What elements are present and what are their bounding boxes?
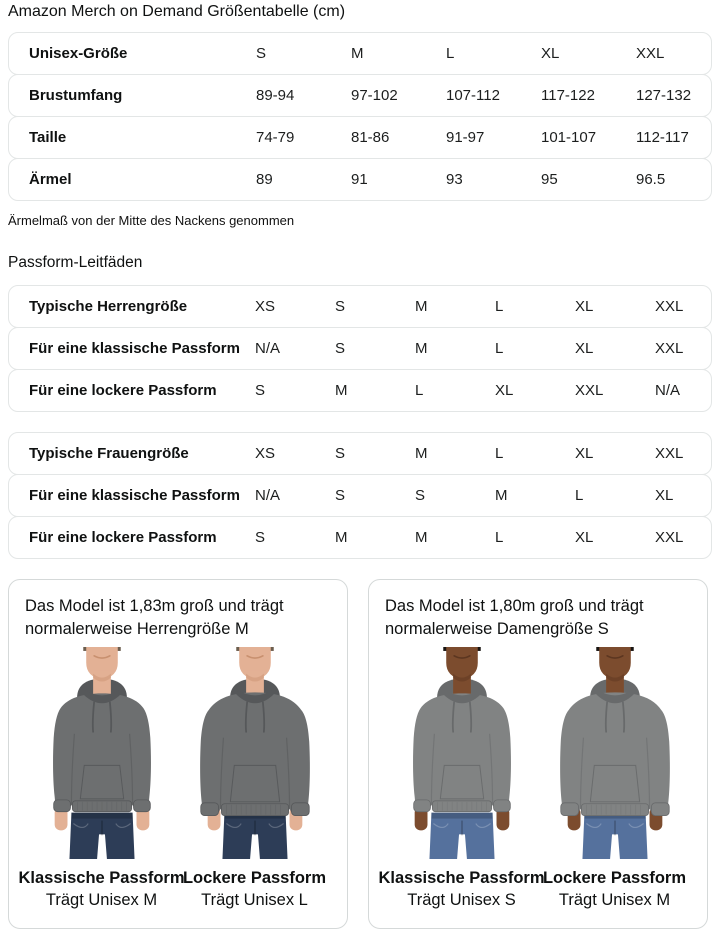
size-cell: L [495,445,504,462]
female-loose-fit-column [538,647,691,910]
measure-cell: 127-132 [636,87,692,104]
male-loose-fit-photo [180,647,330,859]
female-figures [378,647,691,910]
mens-fit-table [8,285,712,412]
table-row [8,516,712,559]
unisex-size-table [8,32,712,201]
fit-caption: Klassische Passform [378,869,545,888]
size-cell: S [255,382,266,399]
size-cell: XL [541,45,560,62]
row-label: Brustumfang [29,87,123,104]
fit-caption: Lockere Passform [542,869,687,888]
size-cell: S [335,445,346,462]
size-cell: XL [575,529,594,546]
male-classic-fit-photo [27,647,177,859]
size-cell: XXL [655,529,684,546]
sleeve-measure-note: Ärmelmaß von der Mitte des Nackens genommen [8,213,295,228]
page-title: Amazon Merch on Demand Größentabelle (cm) [8,3,346,20]
table-row [8,432,712,475]
table-row [8,158,712,201]
fit-guides-title: Passform-Leitfäden [8,254,143,271]
table-row [8,327,712,370]
size-cell: M [495,487,508,504]
size-cell: L [575,487,584,504]
size-caption: Trägt Unisex M [558,891,671,910]
measure-cell: 95 [541,171,558,188]
table-row [8,74,712,117]
measure-cell: 96.5 [636,171,666,188]
row-label: Typische Herrengröße [29,298,188,315]
female-model-card [368,579,708,929]
measure-cell: 112-117 [636,129,689,146]
measure-cell: 91-97 [446,129,485,146]
measure-cell: 117-122 [541,87,595,104]
male-model-card [8,579,348,929]
measure-cell: 74-79 [256,129,295,146]
size-cell: XXL [575,382,604,399]
measure-cell: 89-94 [256,87,295,104]
size-cell: L [415,382,424,399]
table-row [8,369,712,412]
row-label: Für eine lockere Passform [29,382,217,399]
womens-fit-table [8,432,712,559]
size-cell: XXL [636,45,665,62]
row-label: Unisex-Größe [29,45,128,62]
size-cell: M [335,529,348,546]
measure-cell: 107-112 [446,87,500,104]
size-cell: L [495,298,504,315]
row-label: Für eine klassische Passform [29,487,240,504]
size-cell: XS [255,445,276,462]
model-cards [8,579,712,929]
female-loose-fit-photo [540,647,690,859]
female-model-heading: Das Model ist 1,80m groß und trägt normalerweise Damengröße S [385,597,644,639]
female-classic-fit-photo [387,647,537,859]
table-row [8,285,712,328]
male-model-heading: Das Model ist 1,83m groß und trägt normalerweise Herrengröße M [25,597,284,639]
size-caption: Trägt Unisex M [45,891,158,910]
size-cell: XL [655,487,674,504]
table-row [8,474,712,517]
size-cell: XXL [655,340,684,357]
measure-cell: 89 [256,171,273,188]
male-loose-fit-column [178,647,331,910]
size-cell: M [415,340,428,357]
size-cell: N/A [255,487,281,504]
measure-cell: 81-86 [351,129,390,146]
size-cell: M [415,445,428,462]
size-cell: S [335,298,346,315]
size-cell: M [415,298,428,315]
fit-caption: Klassische Passform [18,869,185,888]
size-cell: M [351,45,364,62]
measure-cell: 93 [446,171,463,188]
row-label: Für eine klassische Passform [29,340,240,357]
size-cell: S [415,487,426,504]
row-label: Typische Frauengröße [29,445,189,462]
fit-caption: Lockere Passform [182,869,327,888]
size-cell: L [495,529,504,546]
size-cell: XL [495,382,514,399]
measure-cell: 101-107 [541,129,597,146]
size-cell: S [335,487,346,504]
row-label: Für eine lockere Passform [29,529,217,546]
size-cell: S [255,529,266,546]
size-cell: XXL [655,445,684,462]
size-cell: XL [575,445,594,462]
size-cell: L [495,340,504,357]
female-classic-fit-column [378,647,545,910]
size-cell: XL [575,298,594,315]
size-cell: N/A [255,340,281,357]
measure-cell: 91 [351,171,368,188]
size-cell: S [335,340,346,357]
measure-cell: 97-102 [351,87,398,104]
size-cell: N/A [655,382,681,399]
male-classic-fit-column [18,647,185,910]
row-label: Taille [29,129,67,146]
size-caption: Trägt Unisex S [407,891,516,910]
size-cell: M [335,382,348,399]
male-figures [18,647,331,910]
size-cell: M [415,529,428,546]
size-cell: L [446,45,455,62]
size-cell: XXL [655,298,684,315]
size-cell: XL [575,340,594,357]
table-row [8,116,712,159]
row-label: Ärmel [29,171,72,188]
size-cell: S [256,45,267,62]
size-caption: Trägt Unisex L [201,891,308,910]
size-cell: XS [255,298,276,315]
table-header-row [8,32,712,75]
